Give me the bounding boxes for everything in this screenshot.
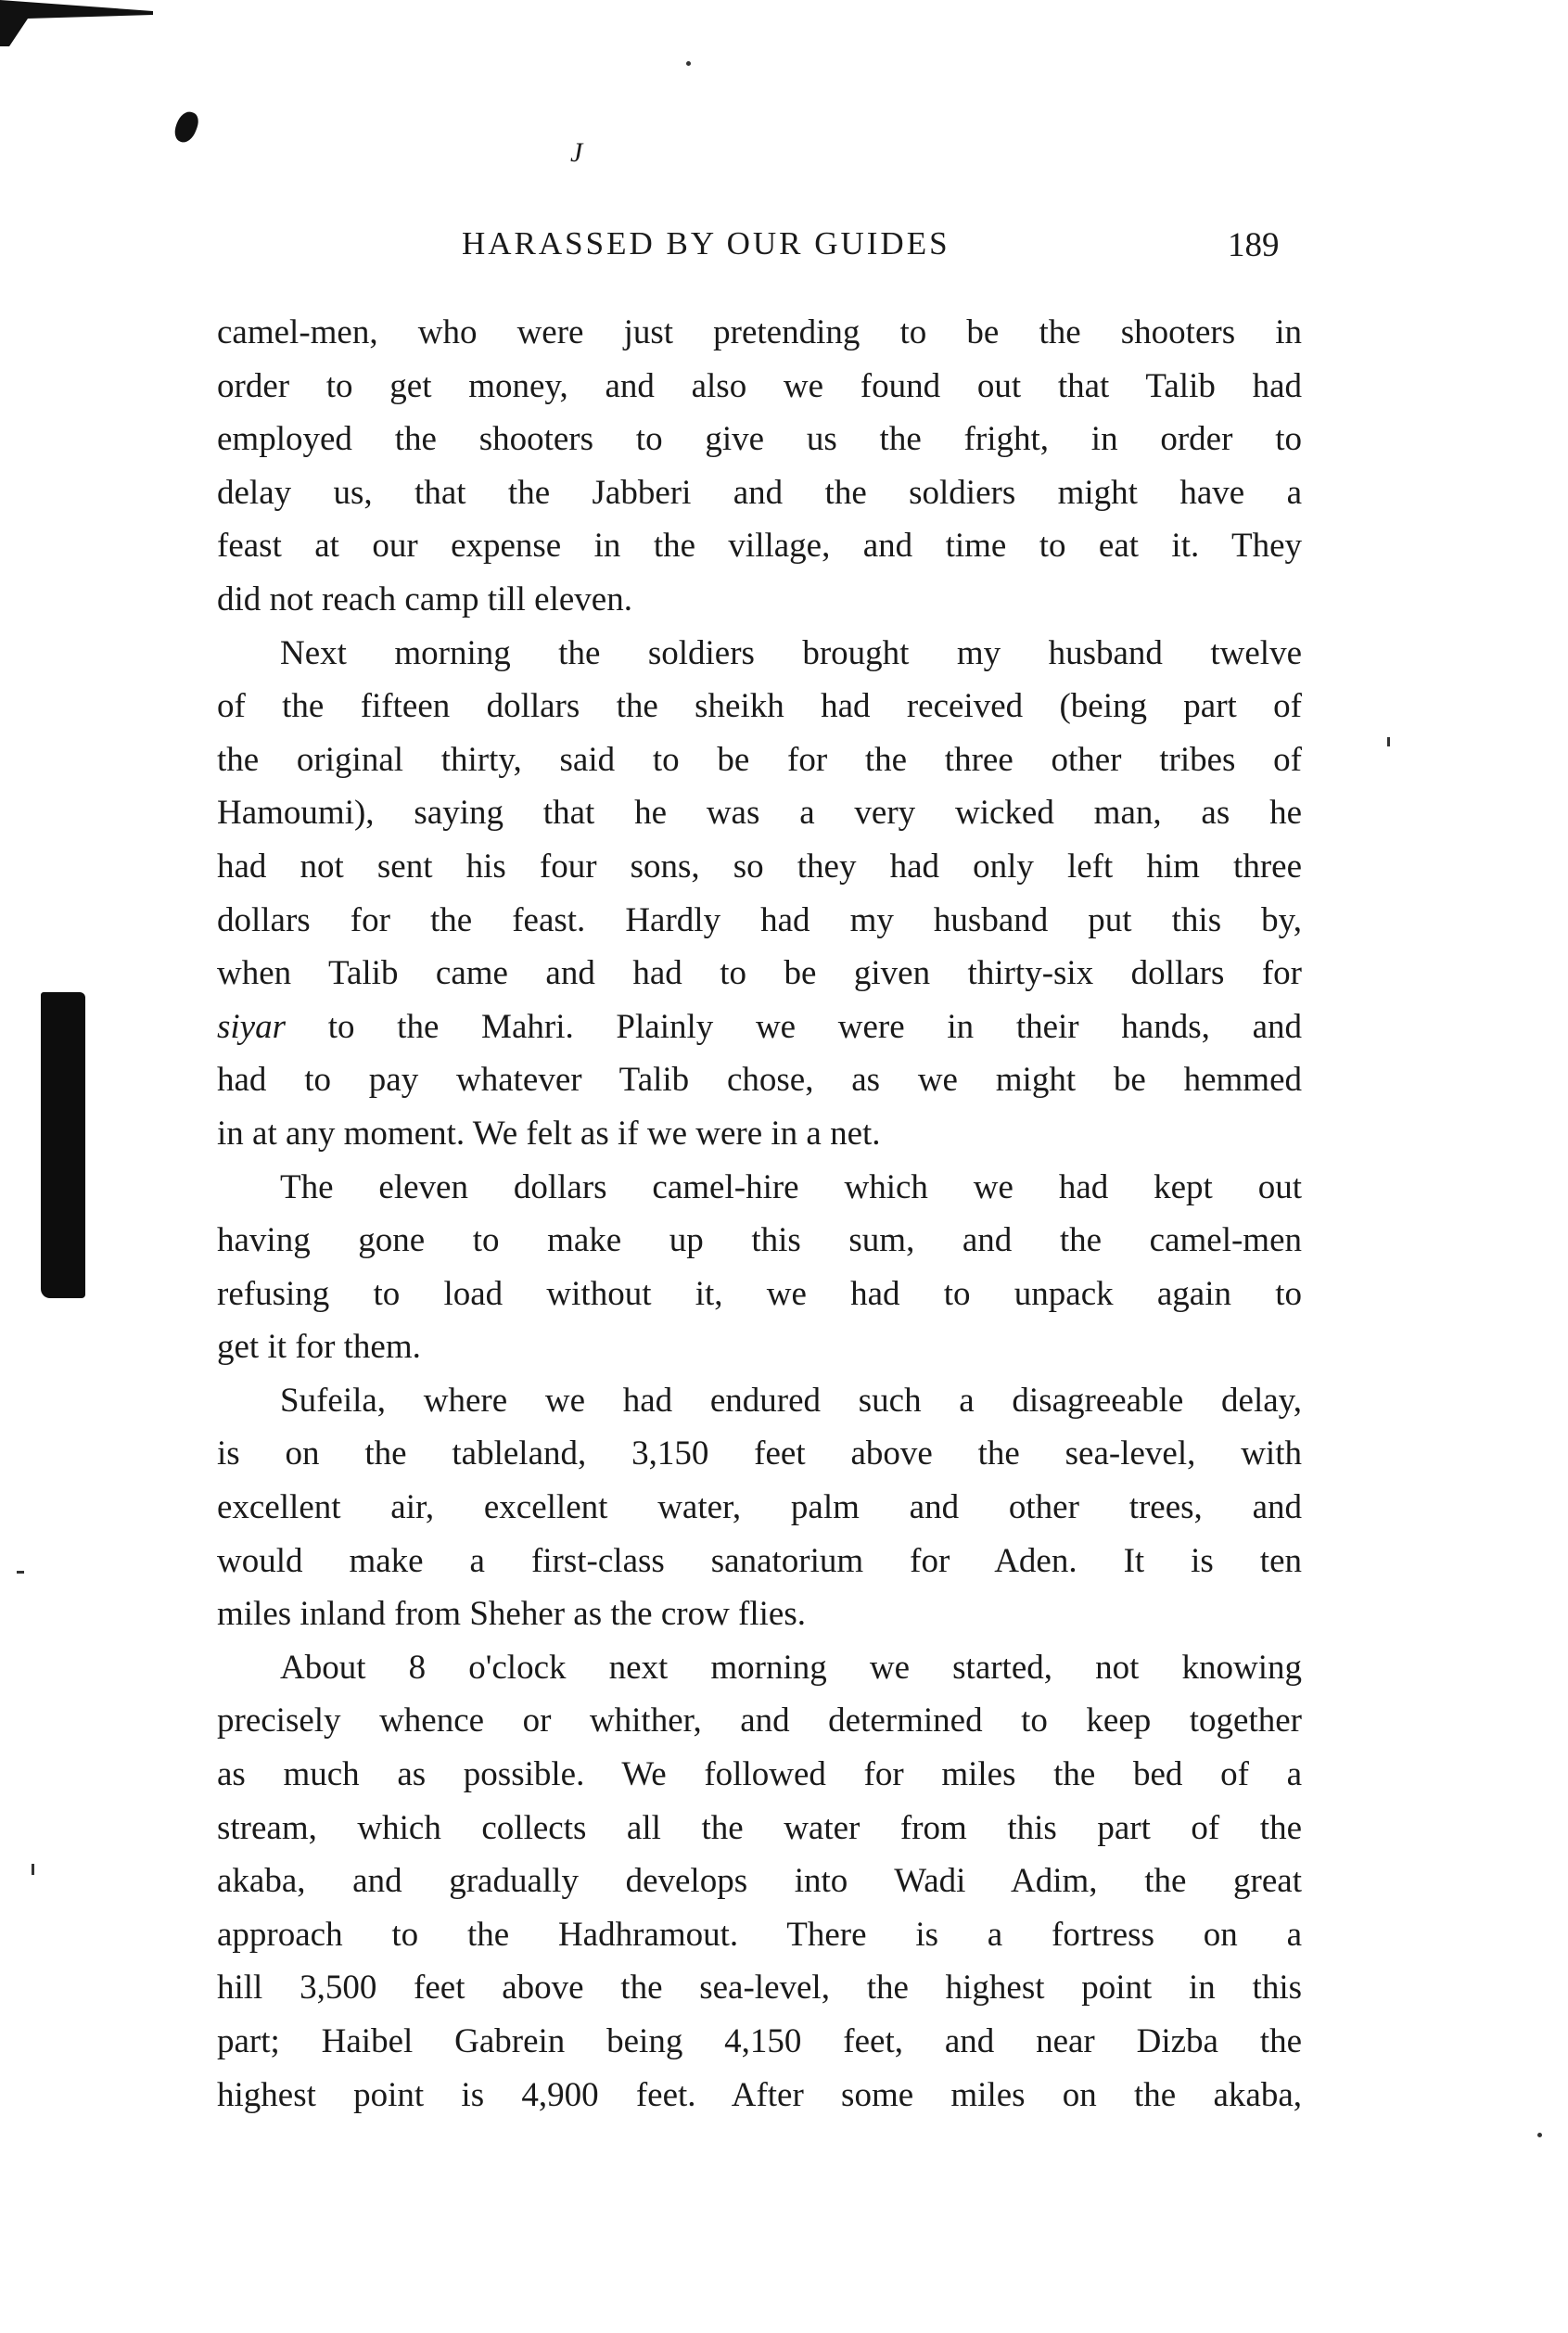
text-line: siyar to the Mahri. Plainly we were in their hands, and — [217, 1007, 1302, 1046]
text-line: having gone to make up this sum, and the camel-men — [217, 1221, 1302, 1260]
text-line: stream, which collects all the water from this part of the — [217, 1808, 1302, 1847]
text-line: employed the shooters to give us the fright, in order to — [217, 420, 1302, 459]
text-line: part; Haibel Gabrein being 4,150 feet, and near Dizba the — [217, 2022, 1302, 2060]
text-line: had to pay whatever Talib chose, as we might be hemmed — [217, 1061, 1302, 1100]
text-line: akaba, and gradually develops into Wadi Adim, the great — [217, 1862, 1302, 1901]
text-line: had not sent his four sons, so they had only left him three — [217, 847, 1302, 886]
text-line: The eleven dollars camel-hire which we had kept out — [280, 1167, 1302, 1206]
text-line: order to get money, and also we found out that Talib had — [217, 366, 1302, 405]
page-number: 189 — [1228, 226, 1280, 264]
italic-word: siyar — [217, 1007, 286, 1046]
text-line: highest point is 4,900 feet. After some miles on the akaba, — [217, 2075, 1302, 2114]
text-line: in at any moment. We felt as if we were in a net. — [217, 1114, 881, 1153]
text-line: get it for them. — [217, 1328, 421, 1367]
speck — [686, 61, 691, 66]
text-line: camel-men, who were just pretending to be the shooters in — [217, 313, 1302, 351]
corner-mark-shape — [0, 0, 153, 46]
text-line: Hamoumi), saying that he was a very wicked man, as he — [217, 794, 1302, 833]
text-line: delay us, that the Jabberi and the soldiers might have a — [217, 473, 1302, 512]
text-line: About 8 o'clock next morning we started, not knowing — [280, 1648, 1302, 1687]
text-line: Next morning the soldiers brought my husband twelve — [280, 633, 1302, 672]
speck — [17, 1571, 24, 1574]
text-line: dollars for the feast. Hardly had my husband put this by, — [217, 900, 1302, 939]
running-head: HARASSED BY OUR GUIDES — [462, 225, 950, 261]
text-line: as much as possible. We followed for miles the bed of a — [217, 1755, 1302, 1794]
text-line: hill 3,500 feet above the sea-level, the highest point in this — [217, 1969, 1302, 2008]
text-line: when Talib came and had to be given thirty-six dollars for — [217, 954, 1302, 993]
body-text — [217, 306, 1302, 2122]
text-line: the original thirty, said to be for the three other tribes of — [217, 740, 1302, 779]
text-line: Sufeila, where we had endured such a disagreeable delay, — [280, 1381, 1302, 1420]
ink-blot — [172, 108, 201, 145]
text-line: would make a first-class sanatorium for Aden. It is ten — [217, 1541, 1302, 1580]
folio-mark: J — [570, 137, 583, 168]
speck — [32, 1864, 34, 1875]
text-line: of the fifteen dollars the sheikh had received (being part of — [217, 687, 1302, 726]
text-line: approach to the Hadhramout. There is a fortress on a — [217, 1915, 1302, 1954]
speck — [1537, 2133, 1542, 2137]
text-line: excellent air, excellent water, palm and other trees, and — [217, 1488, 1302, 1527]
speck — [1387, 737, 1390, 746]
text-line: miles inland from Sheher as the crow flies. — [217, 1595, 806, 1634]
text-line: feast at our expense in the village, and time to eat it. They — [217, 527, 1302, 566]
scan-margin-bar — [41, 992, 85, 1298]
scan-corner-mark — [0, 0, 153, 46]
text-line: precisely whence or whither, and determined to keep together — [217, 1702, 1302, 1740]
text-line: is on the tableland, 3,150 feet above the sea-level, with — [217, 1434, 1302, 1473]
text-line: refusing to load without it, we had to unpack again to — [217, 1274, 1302, 1313]
text-line: did not reach camp till eleven. — [217, 580, 632, 618]
